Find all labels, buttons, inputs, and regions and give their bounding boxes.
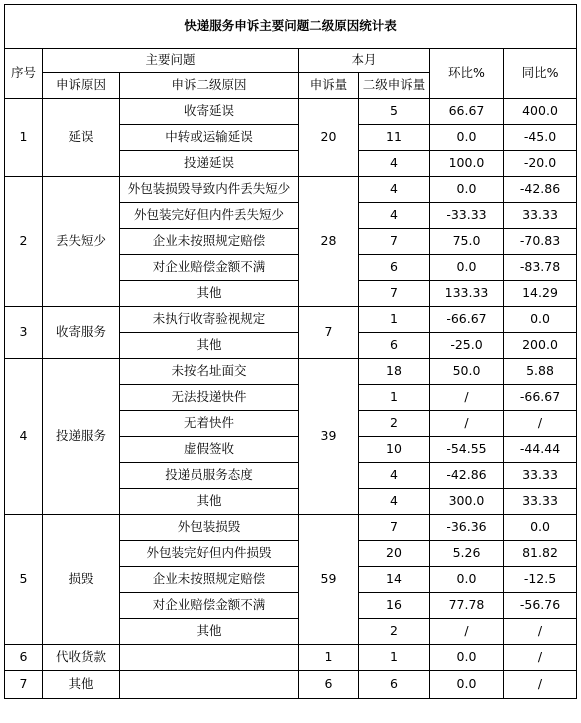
sub-count-cell: 11	[359, 125, 430, 151]
table-row	[5, 99, 577, 125]
yoy-cell: /	[504, 619, 577, 645]
header-reason: 申诉原因	[43, 73, 120, 99]
mom-cell: -33.33	[430, 203, 504, 229]
header-count: 申诉量	[299, 73, 359, 99]
sub-count-cell: 18	[359, 359, 430, 385]
sub-count-cell: 4	[359, 151, 430, 177]
yoy-cell: 0.0	[504, 307, 577, 333]
mom-cell: 0.0	[430, 125, 504, 151]
sub-reason-cell: 对企业赔偿金额不满	[120, 593, 299, 619]
sub-reason-cell: 其他	[120, 281, 299, 307]
yoy-cell: 81.82	[504, 541, 577, 567]
mom-cell: 0.0	[430, 671, 504, 699]
reason-cell: 损毁	[43, 515, 120, 645]
yoy-cell: -44.44	[504, 437, 577, 463]
sub-count-cell: 7	[359, 515, 430, 541]
count-cell: 1	[299, 645, 359, 671]
seq-cell: 2	[5, 177, 43, 307]
reason-cell: 代收货款	[43, 645, 120, 671]
yoy-cell: -12.5	[504, 567, 577, 593]
yoy-cell: -56.76	[504, 593, 577, 619]
table-row	[5, 307, 577, 333]
sub-count-cell: 5	[359, 99, 430, 125]
sub-reason-cell: 外包装损毁	[120, 515, 299, 541]
count-cell: 28	[299, 177, 359, 307]
sub-reason-cell: 未执行收寄验视规定	[120, 307, 299, 333]
seq-cell: 5	[5, 515, 43, 645]
table-body	[5, 5, 577, 699]
sub-reason-cell: 中转或运输延误	[120, 125, 299, 151]
sub-reason-cell: 外包装完好但内件丢失短少	[120, 203, 299, 229]
sub-count-cell: 16	[359, 593, 430, 619]
reason-cell: 丢失短少	[43, 177, 120, 307]
header-yoy: 同比%	[504, 49, 577, 99]
sub-reason-cell: 外包装损毁导致内件丢失短少	[120, 177, 299, 203]
table-row	[5, 359, 577, 385]
sub-count-cell: 1	[359, 307, 430, 333]
yoy-cell: 0.0	[504, 515, 577, 541]
seq-cell: 3	[5, 307, 43, 359]
seq-cell: 7	[5, 671, 43, 699]
sub-reason-cell	[120, 645, 299, 671]
sub-count-cell: 6	[359, 255, 430, 281]
sub-reason-cell: 未按名址面交	[120, 359, 299, 385]
yoy-cell: 14.29	[504, 281, 577, 307]
reason-cell: 投递服务	[43, 359, 120, 515]
sub-count-cell: 6	[359, 671, 430, 699]
sub-reason-cell: 其他	[120, 333, 299, 359]
sub-count-cell: 4	[359, 463, 430, 489]
sub-reason-cell: 企业未按照规定赔偿	[120, 229, 299, 255]
yoy-cell: /	[504, 645, 577, 671]
header-mom: 环比%	[430, 49, 504, 99]
reason-cell: 其他	[43, 671, 120, 699]
yoy-cell: 200.0	[504, 333, 577, 359]
table-row	[5, 515, 577, 541]
sub-count-cell: 4	[359, 489, 430, 515]
header-seq: 序号	[5, 49, 43, 99]
sub-reason-cell: 其他	[120, 619, 299, 645]
count-cell: 20	[299, 99, 359, 177]
yoy-cell: 400.0	[504, 99, 577, 125]
yoy-cell: 33.33	[504, 203, 577, 229]
sub-reason-cell: 收寄延误	[120, 99, 299, 125]
mom-cell: 0.0	[430, 567, 504, 593]
sub-reason-cell: 无法投递快件	[120, 385, 299, 411]
sub-reason-cell: 其他	[120, 489, 299, 515]
yoy-cell: 5.88	[504, 359, 577, 385]
header-sub-reason: 申诉二级原因	[120, 73, 299, 99]
mom-cell: -42.86	[430, 463, 504, 489]
sub-count-cell: 4	[359, 203, 430, 229]
sub-count-cell: 2	[359, 411, 430, 437]
statistics-table	[4, 4, 577, 699]
yoy-cell: -70.83	[504, 229, 577, 255]
mom-cell: -36.36	[430, 515, 504, 541]
mom-cell: /	[430, 619, 504, 645]
seq-cell: 4	[5, 359, 43, 515]
seq-cell: 1	[5, 99, 43, 177]
sub-count-cell: 6	[359, 333, 430, 359]
sub-count-cell: 1	[359, 385, 430, 411]
yoy-cell: -83.78	[504, 255, 577, 281]
mom-cell: 300.0	[430, 489, 504, 515]
mom-cell: 50.0	[430, 359, 504, 385]
sub-count-cell: 7	[359, 281, 430, 307]
sub-reason-cell: 无着快件	[120, 411, 299, 437]
sub-reason-cell: 投递员服务态度	[120, 463, 299, 489]
count-cell: 59	[299, 515, 359, 645]
yoy-cell: -42.86	[504, 177, 577, 203]
mom-cell: 0.0	[430, 255, 504, 281]
reason-cell: 收寄服务	[43, 307, 120, 359]
yoy-cell: 33.33	[504, 463, 577, 489]
mom-cell: -54.55	[430, 437, 504, 463]
sub-count-cell: 4	[359, 177, 430, 203]
seq-cell: 6	[5, 645, 43, 671]
yoy-cell: 33.33	[504, 489, 577, 515]
mom-cell: 100.0	[430, 151, 504, 177]
table-row	[5, 177, 577, 203]
mom-cell: 0.0	[430, 177, 504, 203]
reason-cell: 延误	[43, 99, 120, 177]
table-title: 快递服务申诉主要问题二级原因统计表	[5, 5, 577, 49]
yoy-cell: -66.67	[504, 385, 577, 411]
table-row	[5, 645, 577, 671]
sub-reason-cell: 外包装完好但内件损毁	[120, 541, 299, 567]
yoy-cell: /	[504, 411, 577, 437]
yoy-cell: -20.0	[504, 151, 577, 177]
sub-count-cell: 1	[359, 645, 430, 671]
sub-reason-cell: 对企业赔偿金额不满	[120, 255, 299, 281]
yoy-cell: /	[504, 671, 577, 699]
mom-cell: 5.26	[430, 541, 504, 567]
header-main-issue: 主要问题	[43, 49, 299, 73]
sub-reason-cell: 企业未按照规定赔偿	[120, 567, 299, 593]
sub-reason-cell	[120, 671, 299, 699]
mom-cell: -66.67	[430, 307, 504, 333]
mom-cell: 133.33	[430, 281, 504, 307]
table-row	[5, 671, 577, 699]
header-sub-count: 二级申诉量	[359, 73, 430, 99]
mom-cell: 77.78	[430, 593, 504, 619]
sub-count-cell: 20	[359, 541, 430, 567]
sub-count-cell: 7	[359, 229, 430, 255]
header-this-month: 本月	[299, 49, 430, 73]
count-cell: 6	[299, 671, 359, 699]
sub-count-cell: 2	[359, 619, 430, 645]
sub-count-cell: 14	[359, 567, 430, 593]
mom-cell: /	[430, 411, 504, 437]
count-cell: 39	[299, 359, 359, 515]
mom-cell: 75.0	[430, 229, 504, 255]
mom-cell: 66.67	[430, 99, 504, 125]
count-cell: 7	[299, 307, 359, 359]
sub-reason-cell: 投递延误	[120, 151, 299, 177]
mom-cell: /	[430, 385, 504, 411]
sub-reason-cell: 虚假签收	[120, 437, 299, 463]
mom-cell: 0.0	[430, 645, 504, 671]
mom-cell: -25.0	[430, 333, 504, 359]
sub-count-cell: 10	[359, 437, 430, 463]
yoy-cell: -45.0	[504, 125, 577, 151]
